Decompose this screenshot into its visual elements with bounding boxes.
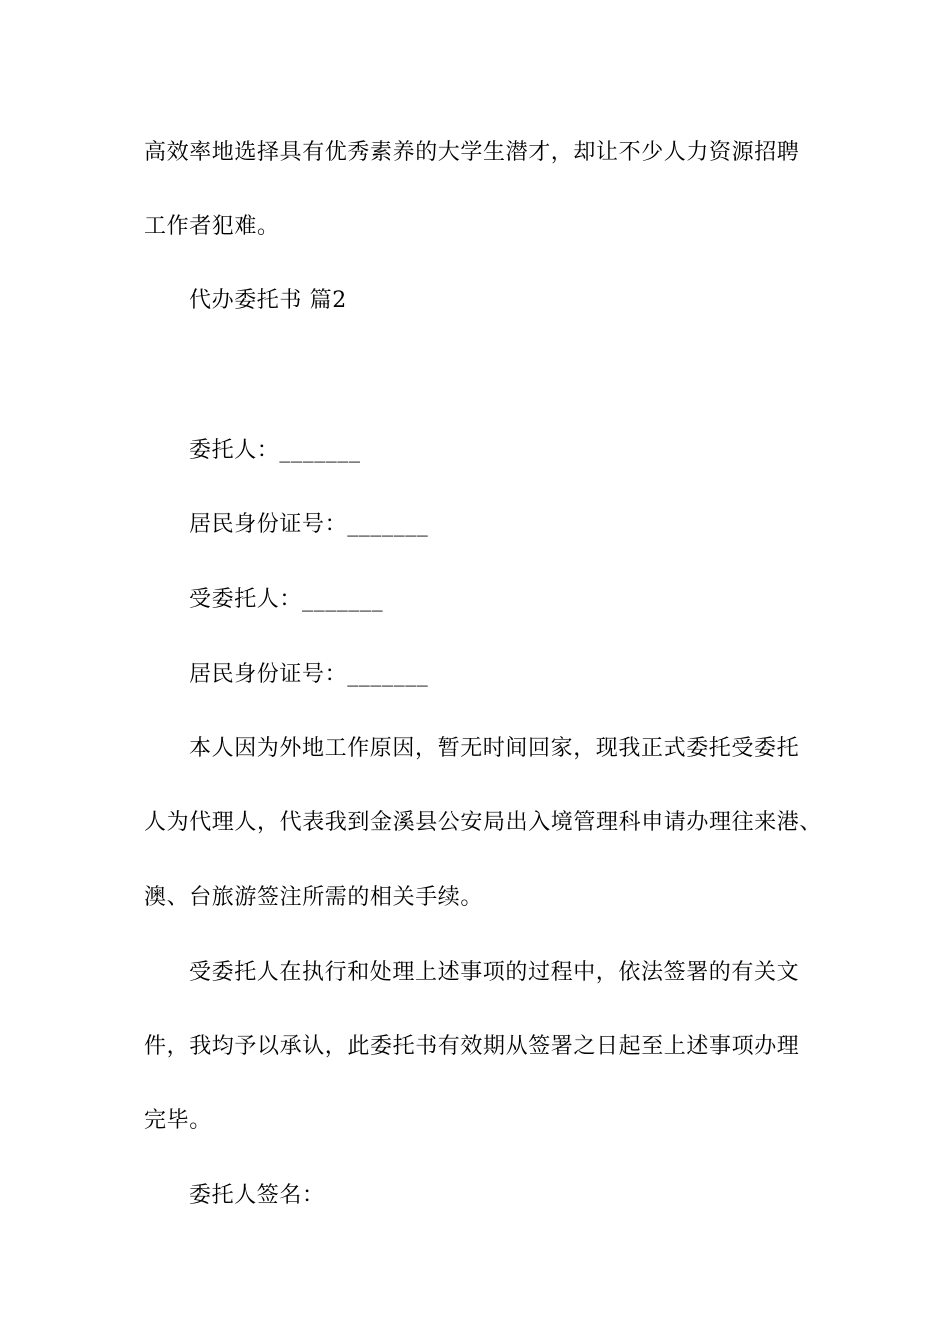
field-agent: 受委托人：_______ xyxy=(189,587,384,612)
field-agent-id: 居民身份证号：_______ xyxy=(189,662,429,687)
paragraph-line: 人为代理人，代表我到金溪县公安局出入境管理科申请办理往来港、 xyxy=(144,810,823,835)
field-principal-id: 居民身份证号：_______ xyxy=(189,512,429,537)
paragraph-line: 完毕。 xyxy=(144,1108,212,1133)
paragraph-line: 高效率地选择具有优秀素养的大学生潜才，却让不少人力资源招聘 xyxy=(144,140,800,165)
paragraph-line: 澳、台旅游签注所需的相关手续。 xyxy=(144,885,484,910)
signature-label: 委托人签名： xyxy=(189,1183,325,1208)
paragraph-line: 工作者犯难。 xyxy=(144,214,280,239)
section-heading: 代办委托书 篇2 xyxy=(189,288,347,313)
paragraph-line: 受委托人在执行和处理上述事项的过程中，依法签署的有关文 xyxy=(189,960,800,985)
paragraph-line: 件，我均予以承认，此委托书有效期从签署之日起至上述事项办理 xyxy=(144,1034,800,1059)
paragraph-line: 本人因为外地工作原因，暂无时间回家，现我正式委托受委托 xyxy=(189,736,800,761)
field-principal: 委托人：_______ xyxy=(189,438,361,463)
